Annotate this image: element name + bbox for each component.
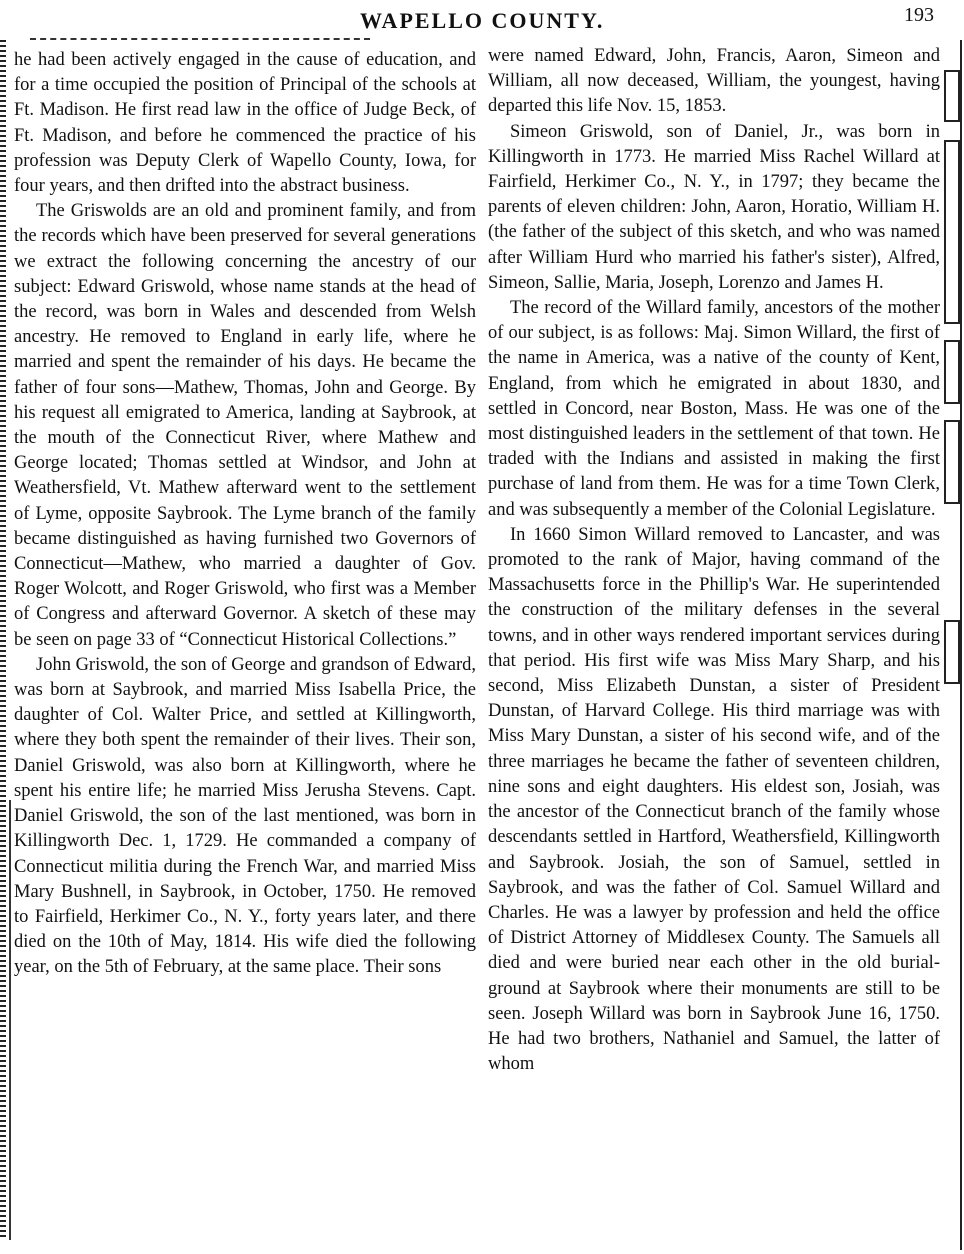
- page-number: 193: [904, 4, 934, 26]
- border-ornament: [944, 420, 960, 504]
- paragraph: John Griswold, the son of George and grandson of Edward, was born at Saybrook, and married Miss Isabella Price, the daughter of Col. Walter Price, and settled at Killingworth, where they both spent the remainder of their lives. Their son, Daniel Griswold, was also born at Killingworth, where he spent his entire life; he married Miss Jerusha Stevens. Capt. Daniel Griswold, the son of the last mentioned, was born in Killingworth Dec. 1, 1729. He commanded a company of Connecticut militia during the French War, and married Miss Mary Bushnell, in Saybrook, in October, 1750. He removed to Fairfield, Herkimer Co., N. Y., forty years later, and there died on the 10th of May, 1814. His wife died the following year, on the 5th of February, at the same place. Their sons: [14, 654, 476, 978]
- border-ornament: [944, 340, 960, 404]
- paragraph: Simeon Griswold, son of Daniel, Jr., was born in Killingworth in 1773. He married Miss Rachel Willard at Fairfield, Herkimer Co., N. Y., in 1797; they became the parents of eleven children: John, Aaron, Horatio, William H. (the father of the subject of this sketch, and who was named after William Hurd who married his father's sister), Alfred, Simeon, Sallie, Maria, Joseph, Lorenzo and James H.: [488, 121, 940, 293]
- paragraph: The record of the Willard family, ancestors of the mother of our subject, is as follows: Maj. Simon Willard, the first of the name in America, was a native of the county of Kent, England, from which he emigrated in about 1830, and settled in Concord, near Boston, Mass. He was one of the most distinguished leaders in the settlement of that town. He traded with the Indians and assisted in making the first purchase of land from them. He was for a time Town Clerk, and was subsequently a member of the Colonial Legislature.: [488, 298, 940, 520]
- running-title: WAPELLO COUNTY.: [360, 8, 605, 33]
- paragraph: The Griswolds are an old and prominent family, and from the records which have been preserved for several generations we extract the following concerning the ancestry of our subject: Edward Griswold, whose name stands at the head of the record, was born in Wales and descended from Welsh ancestry. He removed to England in early life, where he married and spent the remainder of his days. He became the father of four sons—Mathew, Thomas, John and George. By his request all emigrated to America, landing at Saybrook, at the mouth of the Connecticut River, where Mathew and George located; Thomas settled at Windsor, and John at Weathersfield, Vt. Mathew afterward went to the settlement of Lyme, opposite Saybrook. The Lyme branch of the family became distinguished as having furnished two Governors of Connecticut—Mathew, who married a daughter of Gov. Roger Wolcott, and Roger Griswold, who first was a Member of Congress and afterward Governor. A sketch of these may be seen on page 33 of “Connecticut Historical Collections.”: [14, 201, 476, 650]
- left-margin-rule: [9, 800, 11, 1240]
- right-decorative-border: [946, 40, 964, 1250]
- paragraph: In 1660 Simon Willard removed to Lancaster, and was promoted to the rank of Major, having command of the Massachusetts force in the Phillip's War. He superintended the construction of the military defenses in the several towns, and in other ways rendered important services during that period. His first wife was Miss Mary Sharp, and his second, Miss Elizabeth Dunstan, a sister of President Dunstan, of Harvard College. His third marriage was with Miss Mary Dunstan, a sister of his second wife, and of the three marriages he became the father of seventeen children, nine sons and eight daughters. His eldest son, Josiah, was the ancestor of the Connecticut branch of the family whose descendants settled in Hartford, Weathersfield, Killingworth and Saybrook. Josiah, the son of Samuel, settled in Saybrook, and was the father of Col. Samuel Willard and Charles. He was a lawyer by profession and held the office of District Attorney of Middlesex County. The Samuels all died and were buried near each other in the old burial-ground at Saybrook where their monuments are still to be seen. Joseph Willard was born in Saybrook June 16, 1750. He had two brothers, Nathaniel and Samuel, the latter of whom: [488, 524, 940, 1075]
- left-column: [14, 48, 476, 981]
- paragraph: he had been actively engaged in the cause of education, and for a time occupied the position of Principal of the schools at Ft. Madison. He first read law in the office of Judge Beck, of Ft. Madison, and before he commenced the practice of his profession was Deputy Clerk of Wapello County, Iowa, for four years, and then drifted into the abstract business.: [14, 50, 476, 197]
- header-rule: [30, 38, 370, 40]
- border-ornament: [944, 140, 960, 324]
- border-ornament: [944, 70, 960, 122]
- border-ornament: [944, 620, 960, 684]
- right-border-rail: [960, 40, 962, 1250]
- page-header: [0, 4, 964, 36]
- right-column: [488, 44, 940, 1077]
- left-binding-edge: [0, 40, 6, 1240]
- paragraph: were named Edward, John, Francis, Aaron, Simeon and William, all now deceased, William, the youngest, having departed this life Nov. 15, 1853.: [488, 46, 940, 117]
